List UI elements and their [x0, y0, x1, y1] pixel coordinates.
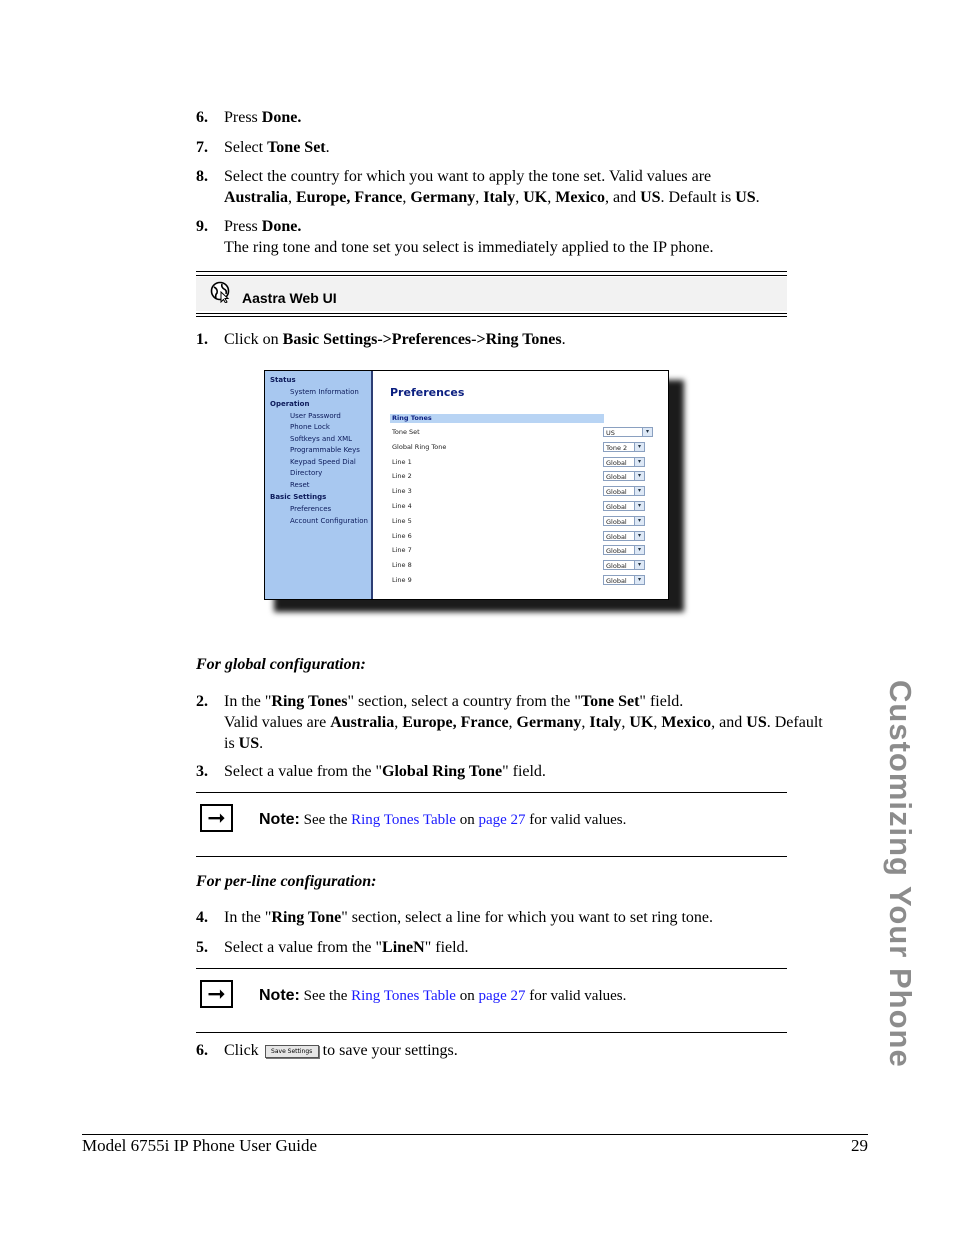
- sep: ,: [508, 714, 517, 731]
- sep: .: [259, 735, 264, 752]
- note-bottom-rule: [196, 1032, 787, 1033]
- web-ui-row-label: Line 3: [392, 487, 412, 496]
- sep: .: [561, 331, 566, 348]
- chevron-down-icon[interactable]: ▾: [634, 443, 644, 451]
- web-ui-select-value: Global: [606, 488, 627, 497]
- chevron-down-icon[interactable]: ▾: [634, 532, 644, 540]
- web-ui-row-label: Line 1: [392, 457, 412, 466]
- web-ui-row-label: Line 4: [392, 502, 412, 510]
- web-ui-row-label: Line 2: [392, 472, 412, 481]
- web-ui-select-value: Global: [606, 577, 627, 585]
- note-2: [259, 987, 626, 1005]
- web-ui-sidebar-item[interactable]: Softkeys and XML: [290, 435, 353, 443]
- ring-tones-table-link[interactable]: Ring Tones Table: [351, 812, 456, 828]
- value-australia: Australia: [330, 714, 395, 731]
- web-ui-screenshot: [264, 370, 669, 600]
- web-ui-select-value: Global: [606, 562, 627, 571]
- step-text: Select a value from the ": [224, 763, 383, 780]
- step-text: Press: [224, 218, 262, 235]
- chevron-down-icon[interactable]: ▾: [634, 561, 644, 569]
- page-footer: [82, 1134, 868, 1155]
- step-number: 5.: [196, 939, 208, 956]
- value-europe-france: Europe, France: [402, 714, 509, 731]
- page-number: 29: [851, 1136, 868, 1155]
- step-text: Click on: [224, 331, 283, 348]
- web-ui-select[interactable]: [603, 442, 645, 452]
- step-number: 3.: [196, 763, 208, 780]
- chevron-down-icon[interactable]: ▾: [642, 428, 652, 436]
- step-text: Select: [224, 139, 268, 156]
- web-ui-sidebar-item[interactable]: System Information: [290, 388, 359, 396]
- value-uk: UK: [523, 189, 548, 206]
- default-us: US: [735, 189, 756, 206]
- ring-tones-section-header: Ring Tones: [390, 414, 604, 423]
- web-ui-select-value: Global: [606, 473, 627, 482]
- step-text: Valid values are: [224, 714, 331, 731]
- sep: ,: [581, 714, 590, 731]
- web-ui-select-value: Global: [606, 458, 627, 467]
- note-top-rule: [196, 792, 787, 793]
- web-ui-sidebar: [265, 371, 373, 599]
- web-ui-select[interactable]: [603, 545, 645, 555]
- step-text: Press: [224, 109, 262, 126]
- value-us: US: [640, 189, 661, 206]
- step-text: is: [224, 735, 239, 752]
- web-ui-sidebar-item[interactable]: Operation: [270, 400, 310, 408]
- sep: , and: [604, 189, 641, 206]
- web-ui-select[interactable]: [603, 516, 645, 526]
- step-bold: Global Ring Tone: [382, 763, 503, 780]
- web-ui-sidebar-item[interactable]: Basic Settings: [270, 493, 327, 501]
- chevron-down-icon[interactable]: ▾: [634, 576, 644, 584]
- ring-tones-table-link[interactable]: Ring Tones Table: [351, 988, 456, 1004]
- value-germany: Germany: [410, 189, 476, 206]
- value-us: US: [746, 714, 767, 731]
- web-ui-page-title: Preferences: [390, 386, 465, 399]
- web-ui-select[interactable]: [603, 575, 645, 585]
- note-label: Note:: [259, 987, 300, 1004]
- step-text: The ring tone and tone set you select is immediately applied to the IP phone.: [224, 239, 714, 256]
- banner-title: Aastra Web UI: [242, 290, 337, 306]
- web-ui-sidebar-item[interactable]: Account Configuration: [290, 517, 368, 525]
- step-bold: Done.: [261, 218, 302, 235]
- sep: ,: [515, 189, 524, 206]
- step-bold: Tone Set: [267, 139, 326, 156]
- global-config-heading: For global configuration:: [196, 656, 366, 673]
- web-ui-select-value: Global: [606, 547, 627, 556]
- web-ui-select-value: Global: [606, 503, 627, 511]
- web-ui-row-label: Tone Set: [392, 428, 420, 436]
- page-27-link[interactable]: page 27: [478, 988, 526, 1004]
- step-number: 2.: [196, 693, 208, 710]
- step-text: Select the country for which you want to apply the tone set. Valid values are: [224, 168, 712, 185]
- step-text: .: [325, 139, 330, 156]
- save-settings-button[interactable]: Save Settings: [265, 1045, 319, 1058]
- web-ui-select[interactable]: [603, 457, 645, 467]
- arrow-right-icon: ➞: [200, 804, 233, 832]
- step-text: " section, select a country from the ": [347, 693, 581, 710]
- step-text: " field.: [424, 939, 469, 956]
- step-bold: Tone Set: [580, 693, 640, 710]
- note-text: for valid values.: [525, 812, 627, 828]
- value-italy: Italy: [589, 714, 622, 731]
- web-ui-row-label: Line 6: [392, 531, 412, 540]
- web-ui-sidebar-item[interactable]: Phone Lock: [290, 423, 330, 431]
- chevron-down-icon[interactable]: ▾: [634, 458, 644, 466]
- web-ui-row-label: Line 5: [392, 516, 412, 525]
- step-text: In the ": [224, 909, 272, 926]
- menu-path: Basic Settings->Preferences->Ring Tones: [282, 331, 562, 348]
- step-bold: LineN: [382, 939, 425, 956]
- value-australia: Australia: [224, 189, 288, 206]
- step-number: 6.: [196, 109, 208, 126]
- note-text: See the: [299, 988, 352, 1004]
- chapter-title: Customizing Your Phone: [883, 680, 918, 1068]
- web-ui-row-label: Global Ring Tone: [392, 442, 447, 451]
- step-text: . Default: [766, 714, 823, 731]
- chevron-down-icon[interactable]: ▾: [634, 502, 644, 510]
- chevron-down-icon[interactable]: ▾: [634, 487, 644, 495]
- note-text: See the: [299, 812, 352, 828]
- step-text: " field.: [639, 693, 684, 710]
- step-text: " field.: [502, 763, 546, 780]
- step-text: Click: [224, 1042, 259, 1059]
- step-number: 1.: [196, 331, 208, 348]
- chapter-side-tab: [870, 680, 930, 1110]
- note-text: on: [455, 988, 479, 1004]
- value-germany: Germany: [516, 714, 582, 731]
- web-ui-select[interactable]: [603, 531, 645, 541]
- web-ui-sidebar-item[interactable]: Reset: [290, 481, 310, 489]
- step-bold: Ring Tones: [271, 693, 348, 710]
- step-text: Select a value from the ": [224, 939, 383, 956]
- web-ui-row-label: Line 8: [392, 561, 412, 570]
- step-number: 6.: [196, 1042, 208, 1059]
- web-ui-select[interactable]: [603, 427, 653, 437]
- sep: ,: [653, 714, 662, 731]
- aastra-web-ui-banner: [196, 271, 787, 317]
- web-ui-select[interactable]: [603, 486, 645, 496]
- value-mexico: Mexico: [555, 189, 605, 206]
- web-ui-select[interactable]: [603, 501, 645, 511]
- value-europe-france: Europe, France: [296, 189, 403, 206]
- value-italy: Italy: [483, 189, 516, 206]
- web-ui-select[interactable]: [603, 560, 645, 570]
- value-mexico: Mexico: [661, 714, 712, 731]
- note-text: on: [455, 812, 479, 828]
- sep: .: [755, 189, 760, 206]
- step-number: 8.: [196, 168, 208, 185]
- step-bold: Done.: [261, 109, 302, 126]
- web-ui-select-value: Tone 2: [606, 443, 628, 452]
- note-text: for valid values.: [525, 988, 627, 1004]
- sep: ,: [547, 189, 556, 206]
- web-ui-sidebar-item[interactable]: Preferences: [290, 505, 332, 513]
- web-ui-sidebar-item[interactable]: Status: [270, 376, 296, 384]
- value-uk: UK: [629, 714, 654, 731]
- step-text: . Default is: [660, 189, 736, 206]
- step-text: In the ": [224, 693, 272, 710]
- chevron-down-icon[interactable]: ▾: [634, 517, 644, 525]
- step-text: " section, select a line for which you want to set ring tone.: [341, 909, 713, 926]
- footer-guide-title: Model 6755i IP Phone User Guide: [82, 1136, 317, 1155]
- sep: ,: [288, 189, 296, 206]
- sep: , and: [711, 714, 747, 731]
- step-number: 7.: [196, 139, 208, 156]
- sep: ,: [394, 714, 403, 731]
- sep: ,: [475, 189, 484, 206]
- chevron-down-icon[interactable]: ▾: [634, 546, 644, 554]
- chevron-down-icon[interactable]: ▾: [634, 472, 644, 480]
- web-ui-select-value: US: [606, 429, 615, 437]
- per-line-config-heading: For per-line configuration:: [196, 873, 377, 890]
- web-ui-row-label: Line 9: [392, 576, 412, 584]
- note-bottom-rule: [196, 856, 787, 857]
- sep: ,: [621, 714, 630, 731]
- sep: ,: [402, 189, 411, 206]
- web-ui-sidebar-item[interactable]: Directory: [290, 469, 323, 477]
- step-bold: Ring Tone: [271, 909, 342, 926]
- page-27-link[interactable]: page 27: [478, 812, 526, 828]
- default-us: US: [238, 735, 260, 752]
- note-1: [259, 811, 626, 829]
- web-ui-sidebar-item[interactable]: User Password: [290, 412, 341, 420]
- web-ui-select[interactable]: [603, 471, 645, 481]
- web-ui-select-value: Global: [606, 532, 627, 541]
- arrow-right-icon: ➞: [200, 980, 233, 1008]
- step-number: 4.: [196, 909, 208, 926]
- web-ui-select-value: Global: [606, 517, 627, 526]
- web-ui-row-label: Line 7: [392, 546, 412, 555]
- step-text: to save your settings.: [322, 1042, 458, 1059]
- web-ui-sidebar-item[interactable]: Keypad Speed Dial: [290, 458, 356, 466]
- step-number: 9.: [196, 218, 208, 235]
- note-label: Note:: [259, 811, 300, 828]
- globe-pointer-icon: [209, 281, 231, 303]
- note-top-rule: [196, 968, 787, 969]
- web-ui-sidebar-item[interactable]: Programmable Keys: [290, 446, 360, 454]
